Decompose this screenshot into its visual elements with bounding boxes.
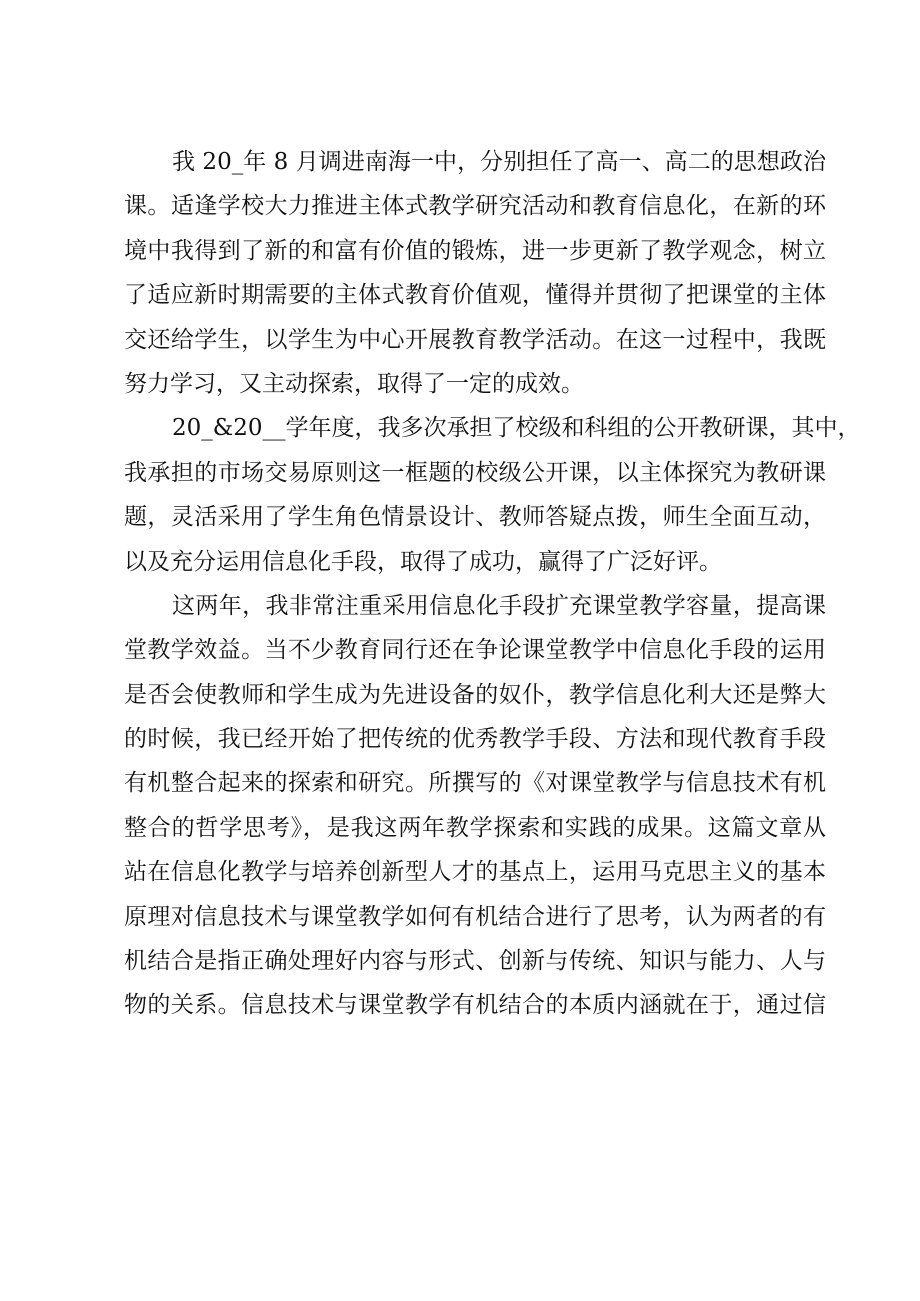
paragraph-2-line-4: 以及充分运用信息化手段，取得了成功，赢得了广泛好评。 [124, 548, 722, 575]
paragraph-2-line-2: 我承担的市场交易原则这一框题的校级公开课，以主体探究为教研课 [124, 459, 826, 486]
document-body [124, 140, 861, 1028]
paragraph-1-line-2: 课。适逢学校大力推进主体式教学研究活动和教育信息化，在新的环 [124, 193, 826, 220]
paragraph-3-line-6: 整合的哲学思考》，是我这两年教学探索和实践的成果。这篇文章从 [124, 814, 826, 841]
paragraph-1-line-1: 我 20_年 8 月调进南海一中，分别担任了高一、高二的思想政治 [172, 149, 826, 175]
paragraph-2-line-3: 题，灵活采用了学生角色情景设计、教师答疑点拨，师生全面互动， [124, 504, 826, 531]
paragraph-3-line-7: 站在信息化教学与培养创新型人才的基点上，运用马克思主义的基本 [124, 859, 826, 886]
paragraph-1-line-5: 交还给学生，以学生为中心开展教育教学活动。在这一过程中，我既 [124, 326, 826, 353]
paragraph-2-line-1: 20_&20__学年度，我多次承担了校级和科组的公开教研课，其中， [172, 415, 861, 442]
paragraph-3-line-3: 是否会使教师和学生成为先进设备的奴仆，教学信息化利大还是弊大 [124, 681, 826, 708]
paragraph-3-line-1: 这两年，我非常注重采用信息化手段扩充课堂教学容量，提高课 [172, 592, 826, 619]
paragraph-3-line-8: 原理对信息技术与课堂教学如何有机结合进行了思考，认为两者的有 [124, 903, 826, 930]
paragraph-3-line-9: 机结合是指正确处理好内容与形式、创新与传统、知识与能力、人与 [124, 948, 826, 975]
paragraph-1-line-3: 境中我得到了新的和富有价值的锻炼，进一步更新了教学观念，树立 [124, 237, 826, 264]
paragraph-3-line-10: 物的关系。信息技术与课堂教学有机结合的本质内涵就在于，通过信 [124, 992, 826, 1019]
paragraph-1-line-6: 努力学习，又主动探索，取得了一定的成效。 [124, 370, 584, 397]
paragraph-3-line-2: 堂教学效益。当不少教育同行还在争论课堂教学中信息化手段的运用 [124, 637, 826, 664]
paragraph-3-line-4: 的时候，我已经开始了把传统的优秀教学手段、方法和现代教育手段 [124, 726, 826, 753]
paragraph-1-line-4: 了适应新时期需要的主体式教育价值观，懂得并贯彻了把课堂的主体 [124, 282, 826, 309]
paragraph-3-line-5: 有机整合起来的探索和研究。所撰写的《对课堂教学与信息技术有机 [124, 770, 826, 797]
